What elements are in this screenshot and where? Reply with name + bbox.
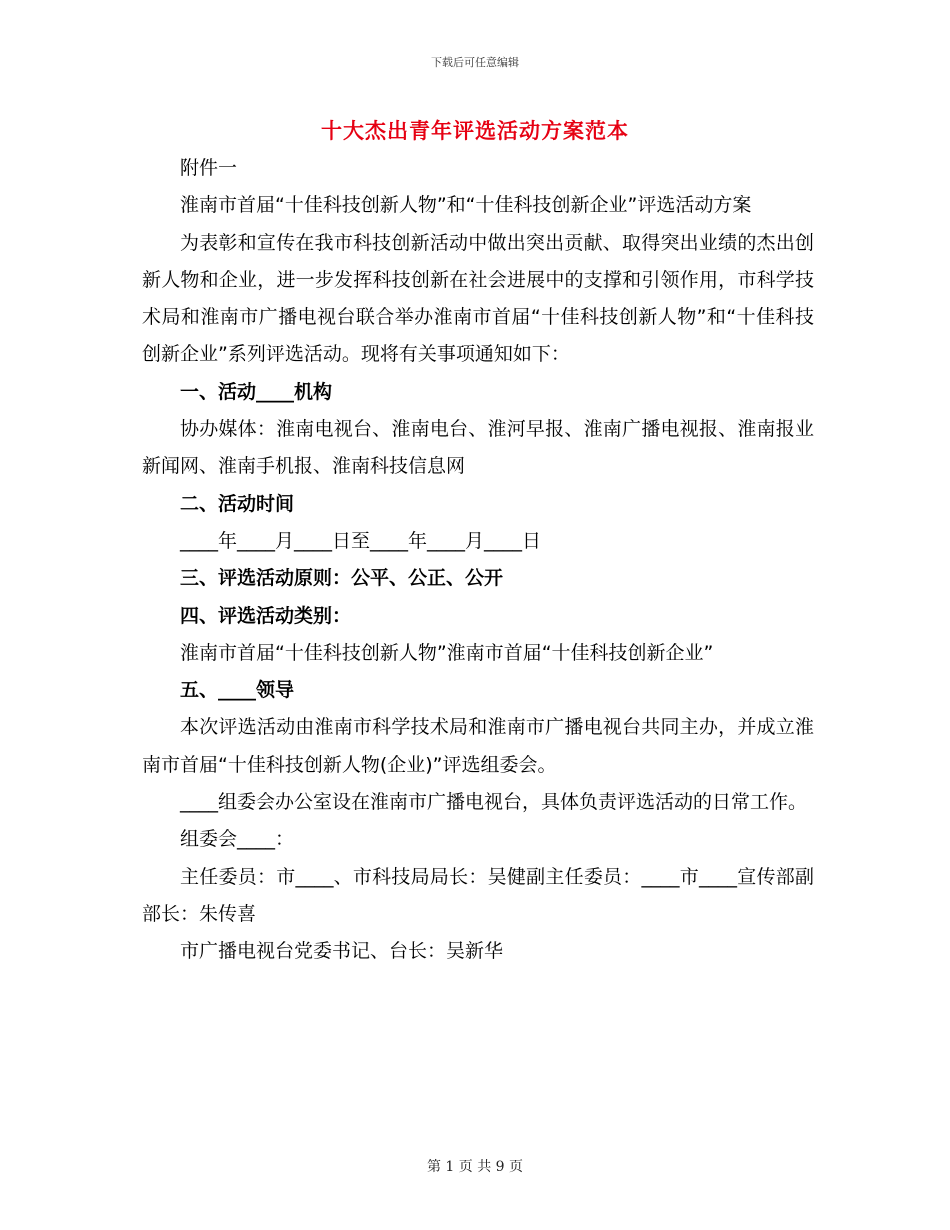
- section-heading-organization: 一、活动____机构: [180, 380, 333, 403]
- intro-paragraph: 为表彰和宣传在我市科技创新活动中做出突出贡献、取得突出业绩的杰出创新人物和企业，进一步发挥科技创新在社会进展中的支撑和引领作用，市科学技术局和淮南市广播电视台联合举办淮南市首届“十佳科技创新人物”和“十佳科技创新企业”系列评选活动。现将有关事项通知如下：: [142, 231, 814, 366]
- section-heading-time: 二、活动时间: [180, 492, 295, 515]
- organizers-paragraph: 本次评选活动由淮南市科学技术局和淮南市广播电视台共同主办，并成立淮南市首届“十佳科技创新人物(企业)”评选组委会。: [142, 716, 814, 776]
- document-body: [142, 150, 814, 971]
- office-paragraph: ____组委会办公室设在淮南市广播电视台，具体负责评选活动的日常工作。: [180, 791, 808, 814]
- activity-date-range: ____年____月____日至____年____月____日: [180, 529, 542, 552]
- document-title: 十大杰出青年评选活动方案范本: [321, 119, 629, 143]
- section-heading-leadership: 五、____领导: [180, 679, 295, 702]
- committee-label: 组委会____：: [180, 828, 295, 851]
- co-organizer-media-paragraph: 协办媒体：淮南电视台、淮南电台、淮河早报、淮南广播电视报、淮南报业新闻网、淮南手机报、淮南科技信息网: [142, 418, 814, 478]
- section-heading-categories: 四、评选活动类别：: [180, 604, 352, 627]
- plan-subtitle-paragraph: 淮南市首届“十佳科技创新人物”和“十佳科技创新企业”评选活动方案: [180, 194, 752, 217]
- committee-members-paragraph: 主任委员：市____、市科技局局长：吴健副主任委员：____市____宣传部副部长：朱传喜: [142, 865, 814, 925]
- section-heading-principles: 三、评选活动原则：公平、公正、公开: [180, 567, 504, 590]
- categories-paragraph: 淮南市首届“十佳科技创新人物”淮南市首届“十佳科技创新企业”: [180, 641, 714, 664]
- page-number-footer: 第 1 页 共 9 页: [426, 1159, 524, 1175]
- page-header-note: 下载后可任意编辑: [431, 56, 519, 69]
- attachment-label: 附件一: [180, 157, 238, 179]
- station-secretary-paragraph: 市广播电视台党委书记、台长：吴新华: [180, 940, 504, 963]
